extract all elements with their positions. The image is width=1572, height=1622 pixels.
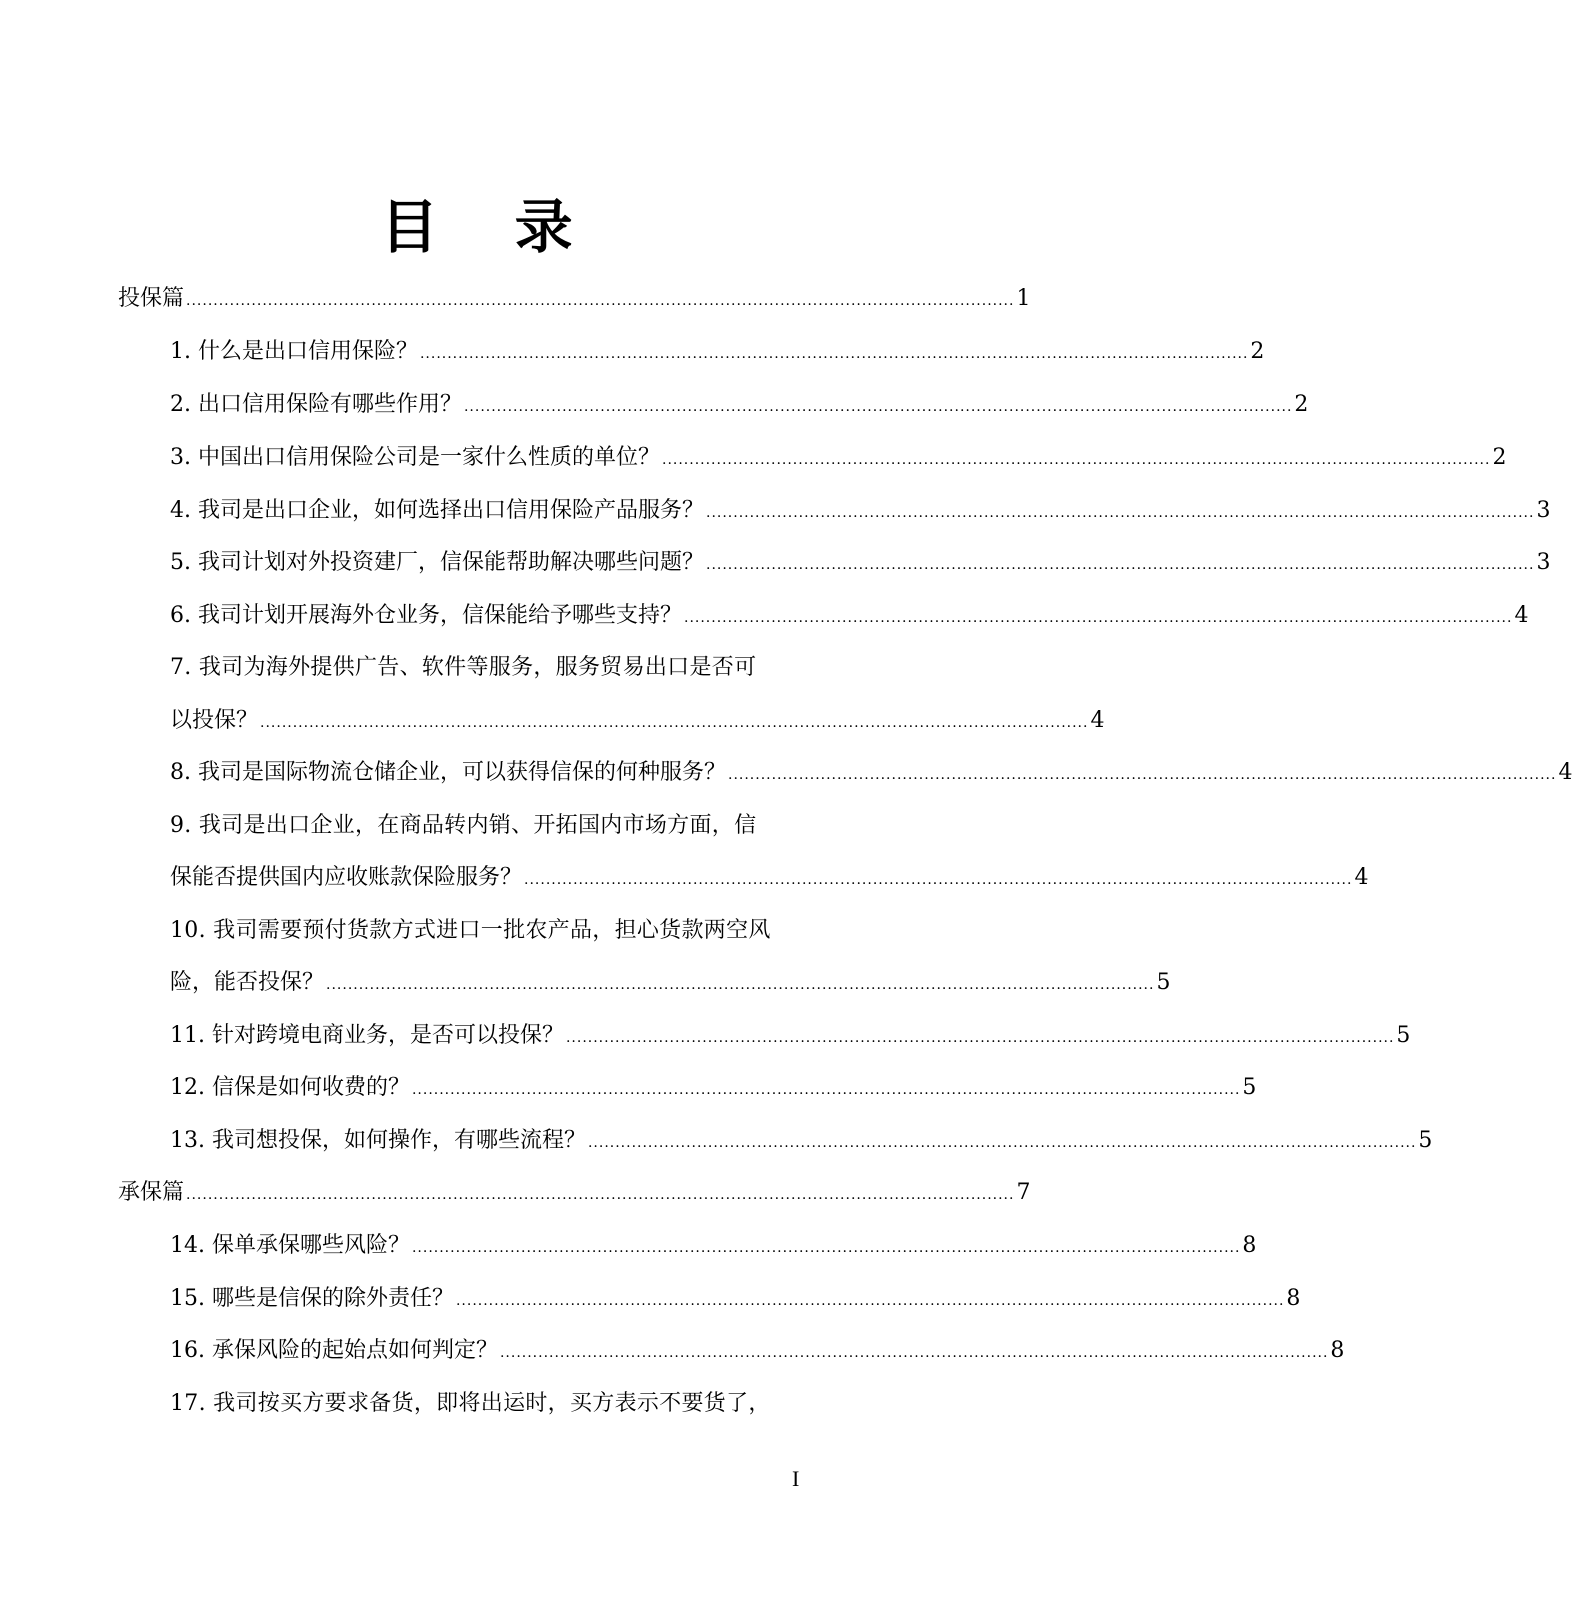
toc-entry-17[interactable] <box>170 1387 830 1421</box>
toc-entry-text: 2. 出口信用保险有哪些作用？ <box>170 392 462 417</box>
toc-entry-text: 15. 哪些是信保的除外责任？ <box>170 1286 454 1311</box>
dot-leader: ........................................................................................................................................................ <box>186 1187 1015 1203</box>
toc-entry-text: 17. 我司按买方要求备货，即将出运时，买方表示不要货了， <box>170 1391 771 1416</box>
dot-leader: ........................................................................................................................................................ <box>524 872 1353 888</box>
toc-entry-13[interactable] <box>170 1124 1433 1158</box>
toc-entry-11[interactable] <box>170 1019 1411 1053</box>
toc-entry-text: 承保篇 <box>118 1180 185 1205</box>
toc-entry-text: 7. 我司为海外提供广告、软件等服务，服务贸易出口是否可 <box>170 655 757 680</box>
toc-page-number: 3 <box>1536 550 1551 575</box>
dot-leader: ........................................................................................................................................................ <box>662 452 1491 468</box>
toc-entry-text: 13. 我司想投保，如何操作，有哪些流程？ <box>170 1128 586 1153</box>
dot-leader: ........................................................................................................................................................ <box>565 1030 1395 1046</box>
dot-leader: ........................................................................................................................................................ <box>706 557 1535 573</box>
toc-entry-text: 4. 我司是出口企业，如何选择出口信用保险产品服务？ <box>170 498 704 523</box>
dot-leader: ........................................................................................................................................................ <box>411 1240 1241 1256</box>
toc-entry-text: 5. 我司计划对外投资建厂，信保能帮助解决哪些问题？ <box>170 550 704 575</box>
dot-leader: ........................................................................................................................................................ <box>587 1135 1417 1151</box>
dot-leader: ........................................................................................................................................................ <box>326 977 1155 993</box>
toc-entry-16[interactable] <box>170 1334 1345 1368</box>
toc-page-number: 4 <box>1090 708 1105 733</box>
toc-entry-8[interactable] <box>170 756 1572 790</box>
toc-entry-10-cont[interactable] <box>170 966 1171 1000</box>
toc-entry-text: 16. 承保风险的起始点如何判定？ <box>170 1338 498 1363</box>
toc-page-number: 5 <box>1156 970 1171 995</box>
toc-entry-text: 保能否提供国内应收账款保险服务？ <box>170 865 523 890</box>
toc-page-number: 8 <box>1286 1286 1301 1311</box>
page-number: I <box>792 1466 800 1491</box>
toc-entry-text: 1. 什么是出口信用保险？ <box>170 339 418 364</box>
toc-page-number: 5 <box>1242 1075 1257 1100</box>
dot-leader: ........................................................................................................................................................ <box>684 610 1513 626</box>
toc-page-number: 4 <box>1514 603 1529 628</box>
dot-leader: ........................................................................................................................................................ <box>186 293 1015 309</box>
toc-entry-4[interactable] <box>170 494 1551 528</box>
toc-entry-9-cont[interactable] <box>170 861 1369 895</box>
toc-entry-2[interactable] <box>170 388 1309 422</box>
dot-leader: ........................................................................................................................................................ <box>260 715 1089 731</box>
dot-leader: ........................................................................................................................................................ <box>463 399 1293 415</box>
page-title: 目 录 <box>380 193 601 261</box>
toc-page-number: 5 <box>1396 1023 1411 1048</box>
toc-page-number: 5 <box>1418 1128 1433 1153</box>
toc-entry-text: 10. 我司需要预付货款方式进口一批农产品，担心货款两空风 <box>170 918 771 943</box>
toc-page-number: 4 <box>1354 865 1369 890</box>
toc-entry-text: 险，能否投保？ <box>170 970 325 995</box>
toc-entry-12[interactable] <box>170 1071 1257 1105</box>
toc-entry-5[interactable] <box>170 546 1551 580</box>
toc-page-number: 2 <box>1250 339 1265 364</box>
toc-entry-9[interactable] <box>170 809 830 843</box>
toc-entry-text: 6. 我司计划开展海外仓业务，信保能给予哪些支持？ <box>170 603 682 628</box>
dot-leader: ........................................................................................................................................................ <box>411 1082 1241 1098</box>
toc-page-number: 3 <box>1536 498 1551 523</box>
toc-entry-15[interactable] <box>170 1282 1301 1316</box>
toc-entry-text: 投保篇 <box>118 286 185 311</box>
toc-entry-text: 9. 我司是出口企业，在商品转内销、开拓国内市场方面，信 <box>170 813 757 838</box>
dot-leader: ........................................................................................................................................................ <box>499 1345 1329 1361</box>
toc-entry-text: 3. 中国出口信用保险公司是一家什么性质的单位？ <box>170 445 660 470</box>
toc-entry-text: 以投保？ <box>170 708 259 733</box>
dot-leader: ........................................................................................................................................................ <box>728 767 1557 783</box>
toc-entry-10[interactable] <box>170 914 830 948</box>
toc-entry-6[interactable] <box>170 599 1529 633</box>
toc-entry-1[interactable] <box>170 335 1265 369</box>
toc-page-number: 7 <box>1016 1180 1031 1205</box>
toc-entry-text: 11. 针对跨境电商业务，是否可以投保？ <box>170 1023 564 1048</box>
toc-page-number: 2 <box>1492 445 1507 470</box>
toc-entry-7-cont[interactable] <box>170 704 1105 738</box>
toc-entry-text: 12. 信保是如何收费的？ <box>170 1075 410 1100</box>
dot-leader: ........................................................................................................................................................ <box>419 346 1249 362</box>
toc-entry-14[interactable] <box>170 1229 1257 1263</box>
toc-section-chengbao[interactable] <box>118 1176 1031 1210</box>
toc-entry-text: 14. 保单承保哪些风险？ <box>170 1233 410 1258</box>
dot-leader: ........................................................................................................................................................ <box>706 505 1535 521</box>
toc-page-number: 1 <box>1016 286 1031 311</box>
dot-leader: ........................................................................................................................................................ <box>455 1293 1285 1309</box>
toc-entry-7[interactable] <box>170 651 830 685</box>
toc-page-number: 8 <box>1242 1233 1257 1258</box>
toc-entry-text: 8. 我司是国际物流仓储企业，可以获得信保的何种服务？ <box>170 760 726 785</box>
toc-entry-3[interactable] <box>170 441 1507 475</box>
toc-page-number: 2 <box>1294 392 1309 417</box>
toc-page-number: 8 <box>1330 1338 1345 1363</box>
toc-section-toubao[interactable] <box>118 282 1031 316</box>
toc-page-number: 4 <box>1558 760 1572 785</box>
